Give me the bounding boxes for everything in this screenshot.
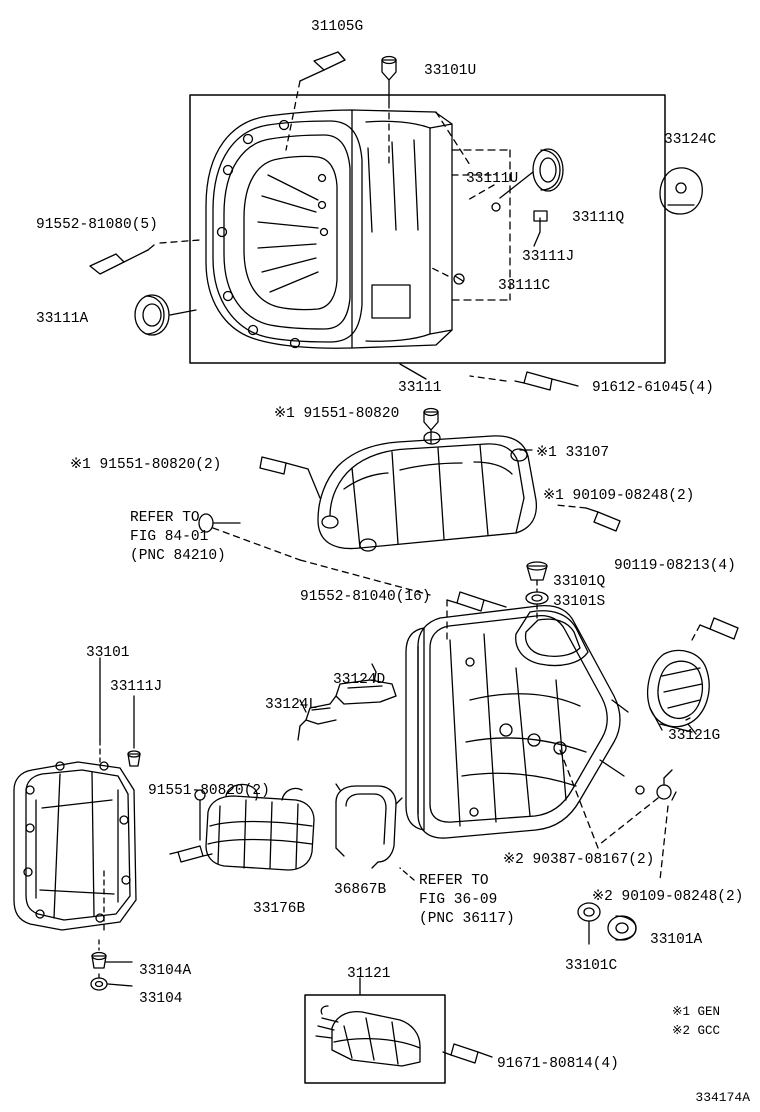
label-31105g: 31105G: [311, 19, 364, 35]
drawing-code: 334174A: [695, 1089, 750, 1105]
label-refer-36-09-3: (PNC 36117): [419, 911, 515, 927]
label-33111j-bottom: 33111J: [110, 679, 163, 695]
label-33101u: 33101U: [424, 63, 477, 79]
label-91551-80820-c: 91551-80820(2): [148, 783, 270, 799]
label-90109-08248-b: ※2 90109-08248(2): [592, 889, 744, 905]
label-90387-08167: ※2 90387-08167(2): [503, 852, 655, 868]
label-33111a: 33111A: [36, 311, 89, 327]
label-33104a: 33104A: [139, 963, 192, 979]
note-gen: ※1 GEN: [672, 1005, 720, 1019]
label-33111u: 33111U: [466, 171, 519, 187]
label-91671-80814: 91671-80814(4): [497, 1056, 619, 1072]
label-33121g: 33121G: [668, 728, 721, 744]
label-33101s: 33101S: [553, 594, 606, 610]
label-refer-84-01-3: (PNC 84210): [130, 548, 226, 564]
label-33111: 33111: [398, 380, 442, 396]
label-91552-81040: 91552-81040(16): [300, 589, 431, 605]
label-refer-36-09-2: FIG 36-09: [419, 892, 498, 908]
label-33111c: 33111C: [498, 278, 551, 294]
label-36867b: 36867B: [334, 882, 387, 898]
label-refer-36-09-1: REFER TO: [419, 873, 489, 889]
label-90119-08213: 90119-08213(4): [614, 558, 736, 574]
label-91551-80820-b: ※1 91551-80820(2): [70, 457, 222, 473]
note-gcc: ※2 GCC: [672, 1024, 720, 1038]
label-33124d: 33124D: [333, 672, 386, 688]
label-90109-08248-a: ※1 90109-08248(2): [543, 488, 695, 504]
label-refer-84-01-2: FIG 84-01: [130, 529, 209, 545]
label-91612-61045: 91612-61045(4): [592, 380, 714, 396]
label-33107: ※1 33107: [536, 445, 610, 461]
label-33101: 33101: [86, 645, 130, 661]
label-33101q: 33101Q: [553, 574, 606, 590]
label-91552-81080: 91552-81080(5): [36, 217, 158, 233]
label-33111q: 33111Q: [572, 210, 625, 226]
label-31121: 31121: [347, 966, 391, 982]
label-refer-84-01-1: REFER TO: [130, 510, 200, 526]
label-33176b: 33176B: [253, 901, 306, 917]
label-33101c: 33101C: [565, 958, 618, 974]
label-33111j-top: 33111J: [522, 249, 575, 265]
label-33101a: 33101A: [650, 932, 703, 948]
label-33124c: 33124C: [664, 132, 717, 148]
label-33124l: 33124L: [265, 697, 318, 713]
label-91551-80820-a: ※1 91551-80820: [274, 406, 400, 422]
label-33104: 33104: [139, 991, 183, 1007]
